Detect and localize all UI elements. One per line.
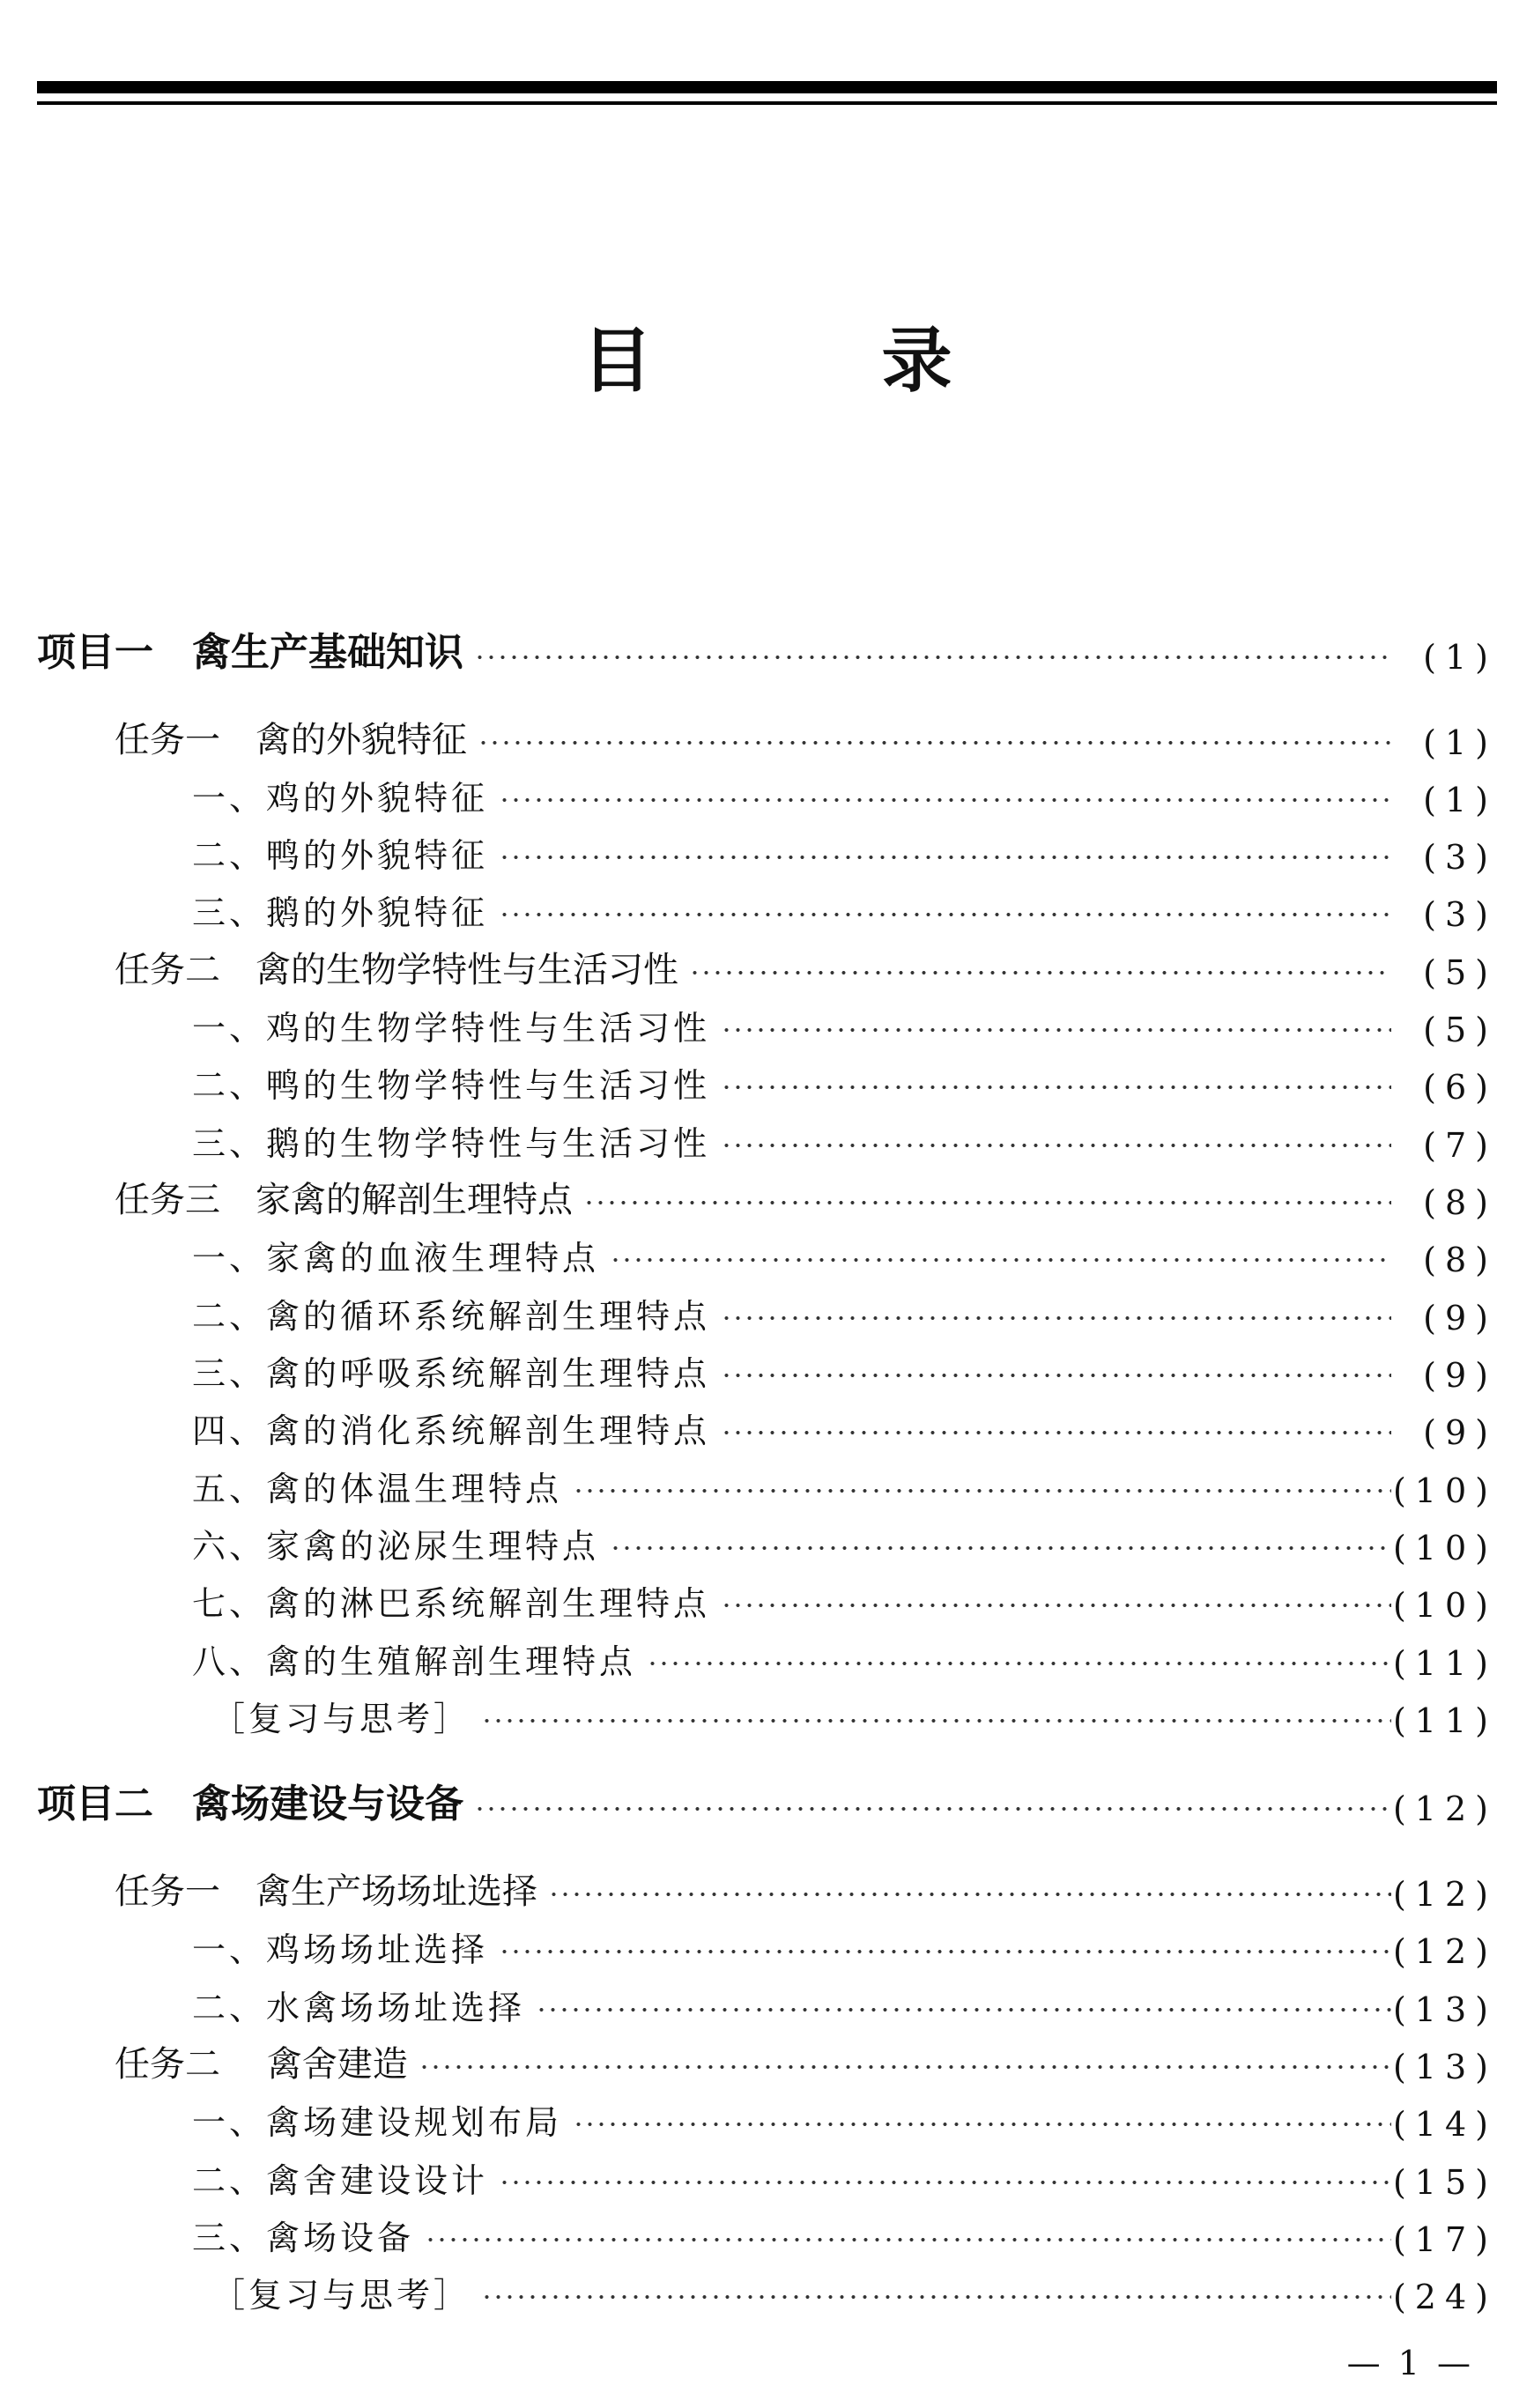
toc-leader-dots xyxy=(583,1199,1391,1206)
toc-section-entry xyxy=(37,1457,1497,1510)
toc-page-number: (17) xyxy=(1392,2220,1497,2259)
toc-section-entry xyxy=(37,2206,1497,2259)
toc-leader-dots xyxy=(478,739,1391,746)
toc-page-number: (6) xyxy=(1423,1068,1497,1107)
toc-section-entry xyxy=(37,1687,1497,1740)
toc-entry-label: 任务一 禽生产场场址选择 xyxy=(115,1871,537,1912)
toc-section-entry xyxy=(37,1630,1497,1683)
toc-entry-label: 七、禽的淋巴系统解剖生理特点 xyxy=(192,1584,711,1623)
toc-entry-label: 三、禽场设备 xyxy=(192,2219,415,2257)
toc-leader-dots xyxy=(474,1805,1391,1812)
toc-entry-label: 项目二 禽场建设与设备 xyxy=(37,1782,463,1826)
toc-entry-label: 一、鸡的外貌特征 xyxy=(192,779,489,818)
toc-page-number: (13) xyxy=(1392,1990,1497,2029)
toc-leader-dots xyxy=(721,1315,1391,1322)
toc-task-entry xyxy=(37,2034,1497,2086)
toc-leader-dots xyxy=(548,1891,1391,1898)
toc-leader-dots xyxy=(721,1084,1391,1091)
toc-leader-dots xyxy=(474,654,1391,661)
toc-leader-dots xyxy=(573,2121,1391,2128)
toc-page-number: (1) xyxy=(1423,638,1497,677)
toc-leader-dots xyxy=(419,2063,1391,2071)
toc-entry-label: 三、鹅的外貌特征 xyxy=(192,893,489,932)
toc-section-entry xyxy=(37,767,1497,819)
page-title: 目 录 xyxy=(582,320,1032,402)
toc-section-entry xyxy=(37,1918,1497,1971)
toc-page-number: (10) xyxy=(1392,1529,1497,1567)
toc-leader-dots xyxy=(499,1948,1391,1955)
toc-entry-label: 四、禽的消化系统解剖生理特点 xyxy=(192,1411,711,1450)
toc-page-number: (13) xyxy=(1392,2048,1497,2086)
toc-section-entry xyxy=(37,1976,1497,2029)
toc-task-entry xyxy=(37,939,1497,992)
toc-section-entry xyxy=(37,2149,1497,2202)
toc-task-entry xyxy=(37,709,1497,762)
toc-page-number: (5) xyxy=(1423,1011,1497,1049)
toc-page-number: (12) xyxy=(1392,1875,1497,1914)
toc-entry-label: 二、鸭的生物学特性与生活习性 xyxy=(192,1066,711,1105)
toc-entry-label: 项目一 禽生产基础知识 xyxy=(37,630,463,675)
toc-section-entry xyxy=(37,824,1497,877)
toc-entry-label: ［复习与思考］ xyxy=(211,2276,471,2315)
toc-leader-dots xyxy=(721,1429,1391,1436)
toc-entry-label: 五、禽的体温生理特点 xyxy=(192,1470,563,1508)
toc-leader-dots xyxy=(721,1372,1391,1379)
toc-entry-label: 一、鸡场场址选择 xyxy=(192,1930,489,1969)
toc-entry-label: 一、禽场建设规划布局 xyxy=(192,2103,563,2142)
toc-entry-label: 任务二 禽舍建造 xyxy=(115,2044,408,2085)
toc-leader-dots xyxy=(573,1487,1391,1494)
toc-project-entry xyxy=(37,1775,1497,1828)
toc-leader-dots xyxy=(647,1660,1391,1667)
toc-task-entry xyxy=(37,1169,1497,1222)
toc-entry-label: 八、禽的生殖解剖生理特点 xyxy=(192,1642,637,1681)
toc-leader-dots xyxy=(499,2179,1391,2186)
toc-page-number: (12) xyxy=(1392,1789,1497,1828)
toc-page-number: (9) xyxy=(1423,1356,1497,1395)
toc-leader-dots xyxy=(499,911,1391,918)
toc-page-number: (8) xyxy=(1423,1241,1497,1279)
toc-leader-dots xyxy=(481,2293,1391,2301)
toc-leader-dots xyxy=(425,2236,1391,2243)
toc-leader-dots xyxy=(481,1717,1391,1724)
toc-page-number: (8) xyxy=(1423,1183,1497,1222)
toc-entry-label: 任务一 禽的外貌特征 xyxy=(115,720,467,760)
toc-section-entry xyxy=(37,881,1497,934)
toc-page-number: (14) xyxy=(1392,2105,1497,2144)
toc-page-number: (1) xyxy=(1423,723,1497,762)
toc-section-entry xyxy=(37,1226,1497,1279)
toc-leader-dots xyxy=(610,1256,1391,1263)
toc-page-number: (1) xyxy=(1423,781,1497,819)
toc-page-number: (11) xyxy=(1392,1701,1497,1740)
toc-section-entry xyxy=(37,2264,1497,2316)
toc-project-entry xyxy=(37,624,1497,677)
toc-page-number: (15) xyxy=(1392,2163,1497,2202)
toc-leader-dots xyxy=(721,1142,1391,1149)
toc-entry-label: 一、家禽的血液生理特点 xyxy=(192,1239,600,1278)
toc-section-entry xyxy=(37,997,1497,1049)
toc-entry-label: 二、禽的循环系统解剖生理特点 xyxy=(192,1297,711,1336)
toc-page-number: (9) xyxy=(1423,1299,1497,1337)
toc-page-number: (12) xyxy=(1392,1932,1497,1971)
toc-entry-label: 任务二 禽的生物学特性与生活习性 xyxy=(115,950,678,990)
toc-page-number: (10) xyxy=(1392,1471,1497,1510)
toc-task-entry xyxy=(37,1861,1497,1914)
toc-entry-label: 三、禽的呼吸系统解剖生理特点 xyxy=(192,1354,711,1393)
toc-leader-dots xyxy=(610,1545,1391,1552)
toc-page-number: (5) xyxy=(1423,953,1497,992)
toc-page-number: (3) xyxy=(1423,838,1497,877)
toc-page-number: (10) xyxy=(1392,1586,1497,1625)
toc-entry-label: 二、水禽场场址选择 xyxy=(192,1989,526,2027)
toc-leader-dots xyxy=(721,1602,1391,1609)
toc-section-entry xyxy=(37,1054,1497,1107)
toc-leader-dots xyxy=(536,2006,1391,2013)
toc-entry-label: 二、禽舍建设设计 xyxy=(192,2161,489,2200)
toc-section-entry xyxy=(37,1285,1497,1337)
toc-page-number: (11) xyxy=(1392,1644,1497,1683)
toc-entry-label: 二、鸭的外貌特征 xyxy=(192,836,489,875)
toc-leader-dots xyxy=(499,796,1391,804)
toc-page-number: (24) xyxy=(1392,2278,1497,2316)
page-number: — 1 — xyxy=(1346,2344,1474,2382)
toc-page-number: (3) xyxy=(1423,895,1497,934)
toc-section-entry xyxy=(37,2091,1497,2144)
toc-entry-label: 一、鸡的生物学特性与生活习性 xyxy=(192,1009,711,1048)
toc-entry-label: 任务三 家禽的解剖生理特点 xyxy=(115,1180,573,1220)
toc-section-entry xyxy=(37,1399,1497,1452)
toc-section-entry xyxy=(37,1342,1497,1395)
toc-page-number: (9) xyxy=(1423,1413,1497,1452)
toc-entry-label: 六、家禽的泌尿生理特点 xyxy=(192,1527,600,1566)
toc-entry-label: ［复习与思考］ xyxy=(211,1700,471,1738)
toc-section-entry xyxy=(37,1572,1497,1625)
toc-leader-dots xyxy=(721,1026,1391,1034)
toc-leader-dots xyxy=(689,969,1391,976)
toc-page-number: (7) xyxy=(1423,1126,1497,1165)
toc-section-entry xyxy=(37,1112,1497,1165)
toc-leader-dots xyxy=(499,854,1391,861)
toc-entry-label: 三、鹅的生物学特性与生活习性 xyxy=(192,1124,711,1163)
toc-section-entry xyxy=(37,1515,1497,1567)
